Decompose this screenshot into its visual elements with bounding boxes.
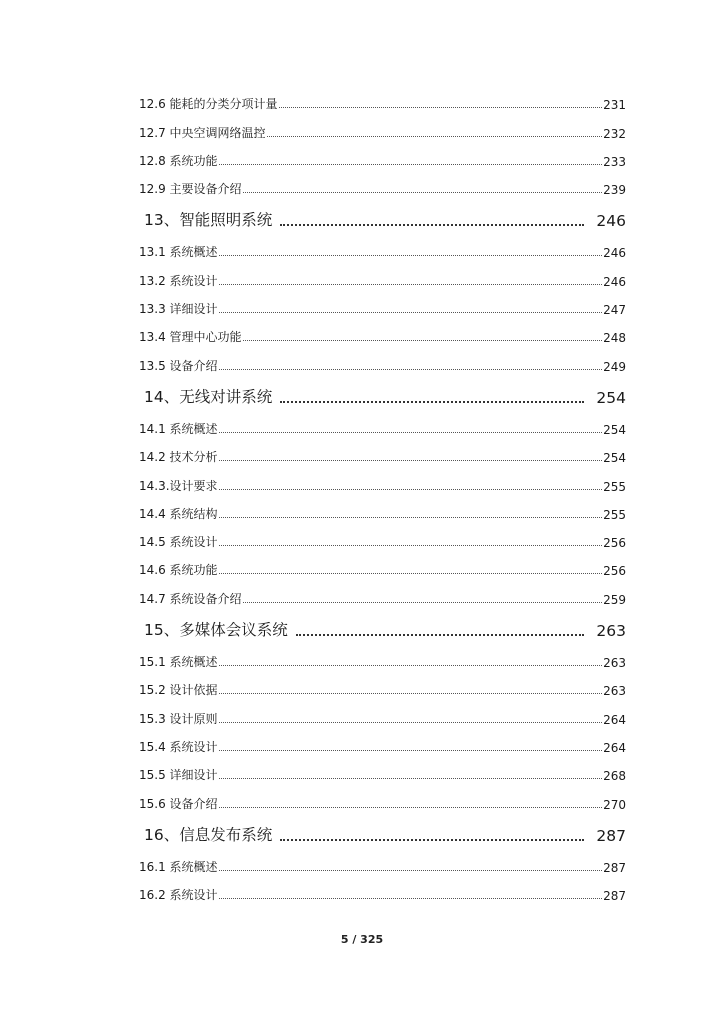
toc-entry-page: 249 [603, 359, 626, 374]
toc-entry-title: 12.7 中央空调网络温控 [139, 125, 266, 140]
toc-section-entry[interactable] [139, 646, 626, 674]
toc-entry-page: 231 [603, 98, 626, 113]
toc-chapter-entry[interactable] [139, 611, 626, 646]
toc-entry-page: 246 [603, 274, 626, 289]
toc-section-entry[interactable] [139, 116, 626, 144]
toc-dot-leader [219, 459, 603, 461]
toc-entry-title: 14.6 系统功能 [139, 563, 218, 578]
toc-entry-title: 14.4 系统结构 [139, 506, 218, 521]
toc-section-entry[interactable] [139, 787, 626, 815]
toc-dot-leader [243, 339, 603, 341]
toc-entry-page: 263 [596, 621, 626, 640]
toc-section-entry[interactable] [139, 264, 626, 292]
toc-dot-leader [219, 368, 603, 370]
toc-entry-title: 15、多媒体会议系统 [144, 620, 288, 639]
toc-entry-page: 270 [603, 797, 626, 812]
toc-entry-page: 263 [603, 656, 626, 671]
toc-entry-title: 14.2 技术分析 [139, 450, 218, 465]
toc-section-entry[interactable] [139, 173, 626, 201]
toc-entry-page: 255 [603, 507, 626, 522]
toc-entry-page: 246 [603, 246, 626, 261]
toc-entry-page: 254 [603, 422, 626, 437]
toc-entry-title: 13.3 详细设计 [139, 302, 218, 317]
toc-entry-page: 259 [603, 592, 626, 607]
toc-dot-leader [243, 601, 603, 603]
toc-dot-leader [219, 311, 603, 313]
toc-dot-leader [243, 191, 603, 193]
toc-entry-page: 239 [603, 183, 626, 198]
toc-entry-title: 13.5 设备介绍 [139, 358, 218, 373]
toc-dot-leader [279, 106, 603, 108]
toc-entry-title: 13、智能照明系统 [144, 211, 273, 230]
toc-section-entry[interactable] [139, 236, 626, 264]
toc-section-entry[interactable] [139, 851, 626, 879]
toc-dot-leader [219, 431, 603, 433]
toc-entry-title: 14.7 系统设备介绍 [139, 591, 242, 606]
toc-dot-leader [219, 721, 603, 723]
toc-entry-title: 12.9 主要设备介绍 [139, 182, 242, 197]
toc-entry-title: 13.1 系统概述 [139, 245, 218, 260]
toc-section-entry[interactable] [139, 554, 626, 582]
toc-entry-page: 255 [603, 479, 626, 494]
toc-entry-page: 246 [596, 212, 626, 231]
toc-dot-leader [267, 135, 603, 137]
toc-entry-title: 16、信息发布系统 [144, 825, 273, 844]
toc-section-entry[interactable] [139, 582, 626, 610]
toc-entry-page: 268 [603, 769, 626, 784]
toc-entry-title: 16.1 系统概述 [139, 859, 218, 874]
toc-chapter-entry[interactable] [139, 816, 626, 851]
toc-entry-page: 254 [603, 451, 626, 466]
toc-chapter-entry[interactable] [139, 378, 626, 413]
toc-section-entry[interactable] [139, 674, 626, 702]
toc-entry-page: 233 [603, 154, 626, 169]
toc-list [139, 88, 626, 907]
toc-section-entry[interactable] [139, 469, 626, 497]
toc-entry-title: 12.6 能耗的分类分项计量 [139, 97, 278, 112]
toc-entry-page: 287 [596, 826, 626, 845]
toc-dot-leader [219, 572, 603, 574]
toc-dot-leader [219, 749, 603, 751]
toc-entry-page: 264 [603, 712, 626, 727]
toc-dot-leader [219, 664, 603, 666]
toc-section-entry[interactable] [139, 526, 626, 554]
toc-section-entry[interactable] [139, 702, 626, 730]
toc-entry-title: 13.4 管理中心功能 [139, 330, 242, 345]
toc-dot-leader [280, 400, 584, 403]
toc-dot-leader [280, 838, 584, 841]
toc-entry-page: 256 [603, 564, 626, 579]
toc-entry-page: 263 [603, 684, 626, 699]
toc-entry-title: 15.2 设计依据 [139, 683, 218, 698]
toc-dot-leader [219, 516, 603, 518]
toc-dot-leader [219, 283, 603, 285]
toc-entry-page: 264 [603, 740, 626, 755]
toc-entry-title: 15.5 详细设计 [139, 768, 218, 783]
toc-section-entry[interactable] [139, 349, 626, 377]
page-number: 5 / 325 [340, 933, 384, 946]
toc-entry-title: 12.8 系统功能 [139, 153, 218, 168]
toc-section-entry[interactable] [139, 145, 626, 173]
toc-section-entry[interactable] [139, 321, 626, 349]
toc-chapter-entry[interactable] [139, 201, 626, 236]
toc-dot-leader [219, 777, 603, 779]
toc-entry-page: 232 [603, 126, 626, 141]
toc-entry-title: 15.3 设计原则 [139, 711, 218, 726]
toc-entry-title: 14.5 系统设计 [139, 535, 218, 550]
toc-section-entry[interactable] [139, 759, 626, 787]
toc-entry-page: 287 [603, 889, 626, 904]
table-of-contents [139, 88, 626, 907]
toc-entry-page: 254 [596, 388, 626, 407]
toc-entry-title: 15.4 系统设计 [139, 739, 218, 754]
toc-entry-title: 15.6 设备介绍 [139, 796, 218, 811]
toc-section-entry[interactable] [139, 293, 626, 321]
toc-section-entry[interactable] [139, 879, 626, 907]
toc-dot-leader [219, 163, 603, 165]
toc-entry-title: 14.1 系统概述 [139, 421, 218, 436]
toc-section-entry[interactable] [139, 88, 626, 116]
toc-dot-leader [219, 869, 603, 871]
toc-section-entry[interactable] [139, 413, 626, 441]
toc-dot-leader [219, 897, 603, 899]
toc-dot-leader [219, 692, 603, 694]
toc-section-entry[interactable] [139, 441, 626, 469]
toc-entry-title: 15.1 系统概述 [139, 655, 218, 670]
toc-entry-title: 13.2 系统设计 [139, 273, 218, 288]
toc-entry-page: 248 [603, 331, 626, 346]
toc-dot-leader [296, 633, 585, 636]
toc-entry-title: 14.3.设计要求 [139, 478, 218, 493]
toc-entry-page: 256 [603, 536, 626, 551]
toc-entry-page: 287 [603, 860, 626, 875]
toc-section-entry[interactable] [139, 731, 626, 759]
toc-dot-leader [219, 544, 603, 546]
toc-section-entry[interactable] [139, 498, 626, 526]
toc-dot-leader [219, 254, 603, 256]
toc-dot-leader [219, 488, 603, 490]
toc-entry-title: 16.2 系统设计 [139, 888, 218, 903]
toc-dot-leader [219, 806, 603, 808]
toc-entry-title: 14、无线对讲系统 [144, 387, 273, 406]
toc-entry-page: 247 [603, 303, 626, 318]
toc-dot-leader [280, 223, 584, 226]
